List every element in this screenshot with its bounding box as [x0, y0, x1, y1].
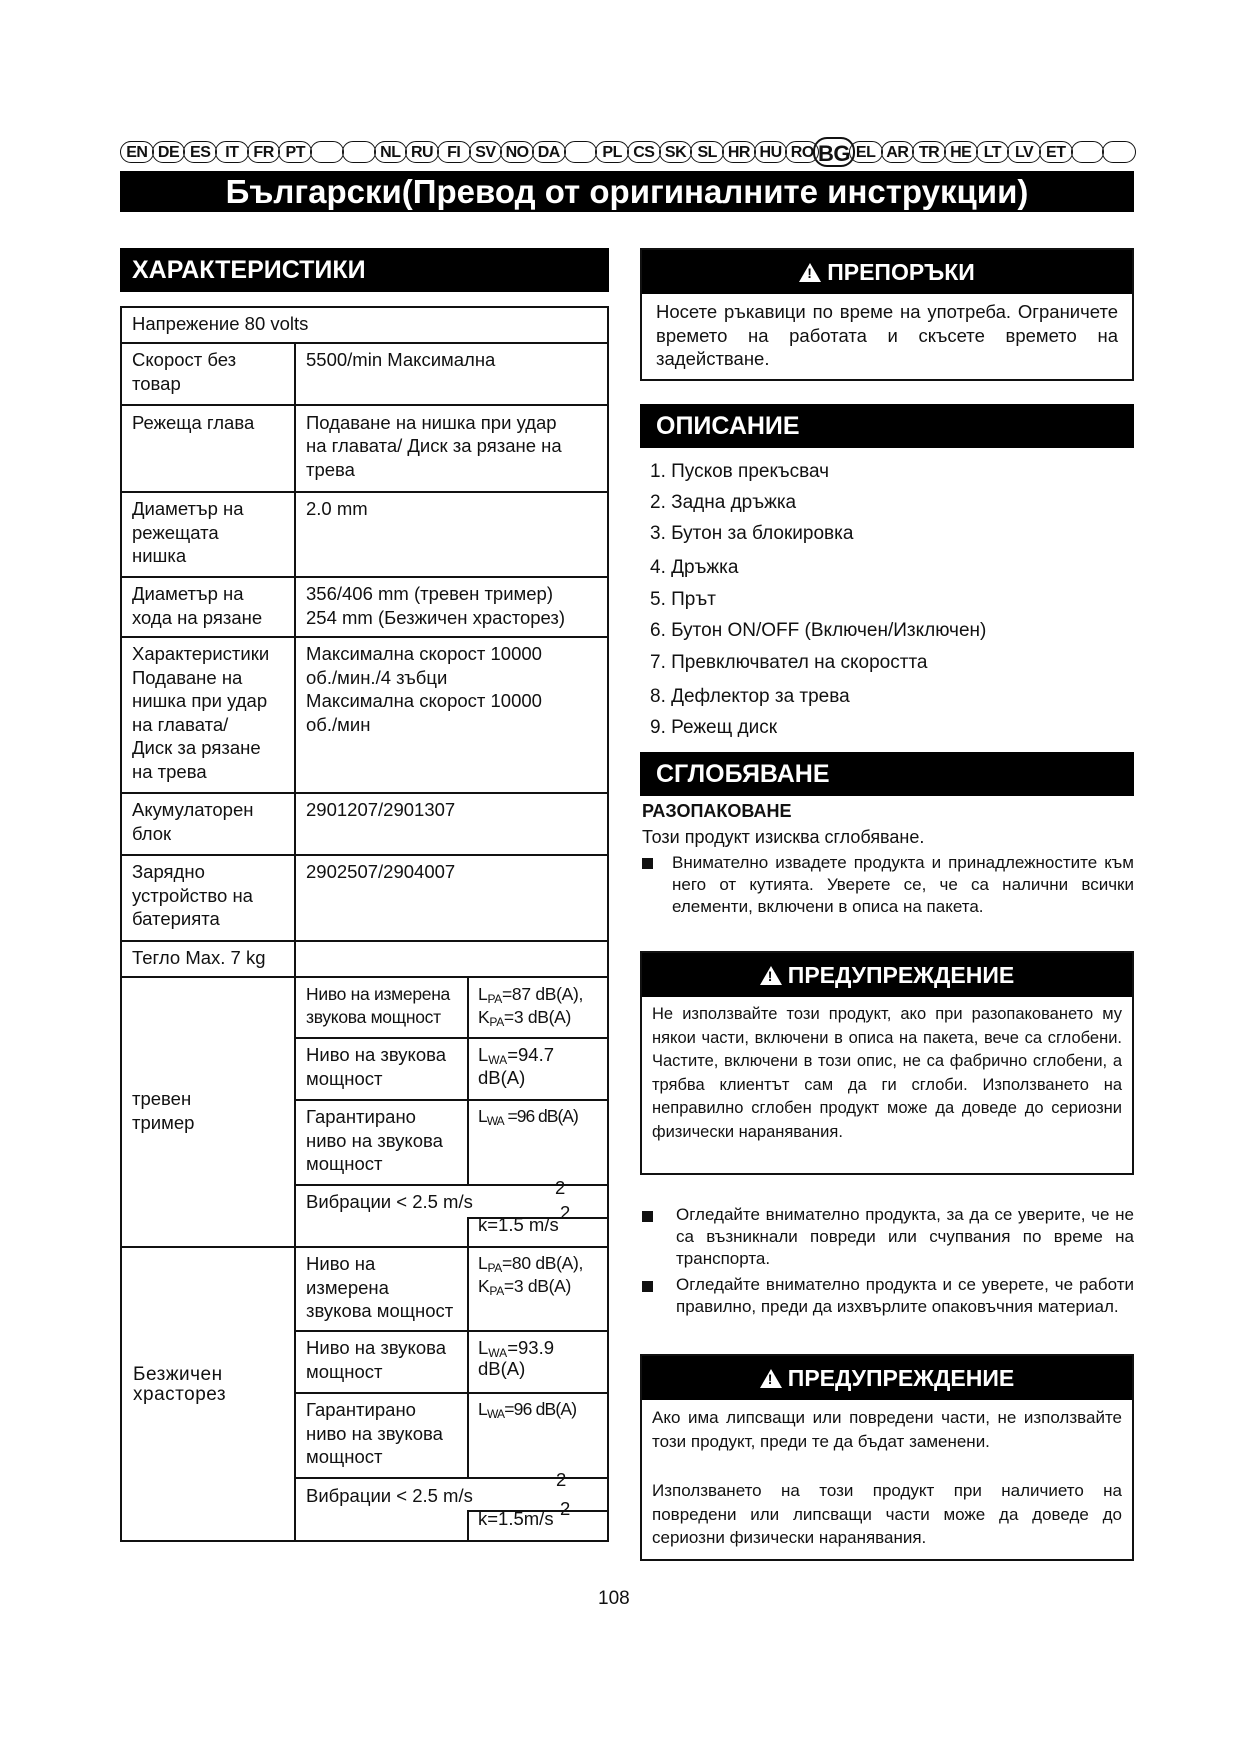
bullet-icon [642, 1281, 653, 1292]
language-fr[interactable]: FR [247, 141, 281, 163]
bullet-icon [642, 858, 653, 869]
language-et[interactable]: ET [1039, 141, 1073, 163]
spec-voltage: Напрежение 80 volts [132, 313, 309, 334]
language-no[interactable]: NO [500, 141, 534, 163]
page-title: Български(Превод от оригиналните инструкции) [120, 171, 1134, 212]
spec-cutting-head-value-1: Подаване на нишка при удар [306, 412, 557, 433]
language-nl[interactable]: NL [374, 141, 408, 163]
brushcutter-vibration-k: k=1.5m/s [478, 1508, 554, 1529]
warning-text-2a: Ако има липсващи или повредени части, не използвайте този продукт, преди те да бъдат заменени. [652, 1408, 1122, 1451]
list-item: 6. Бутон ON/OFF (Включен/Изключен) [650, 620, 987, 641]
spec-features-label: Характеристики Подаване на нишка при удар на главата/ Диск за рязане на трева [132, 643, 270, 782]
warning-text-2b: Използването на този продукт при наличието на повредени или липсващи части може да доведе до сериозни физически наранявания. [652, 1481, 1122, 1547]
warning-heading-2: !ПРЕДУПРЕЖДЕНИЕ [642, 1356, 1132, 1400]
trimmer-vibration-k-sup: 2 [560, 1202, 571, 1223]
brushcutter-lpa: $L_{PA}=80$ dB(A), [478, 1253, 584, 1275]
language-sk[interactable]: SK [659, 141, 693, 163]
language-bg[interactable]: BG [813, 137, 855, 167]
language-blank[interactable] [1071, 141, 1105, 163]
brushcutter-guaranteed-label: Гарантирано ниво на звукова мощност [306, 1399, 443, 1467]
brushcutter-power-label: Ниво на звукова мощност [306, 1337, 447, 1382]
list-item: 4. Дръжка [650, 557, 739, 578]
spec-charger-value: 2902507/2904007 [306, 861, 456, 882]
language-cs[interactable]: CS [627, 141, 661, 163]
language-bar [120, 139, 1134, 167]
language-hr[interactable]: HR [722, 141, 756, 163]
assembly-bullet-2: Огледайте внимателно продукта, за да се уверите, че не са възникнали повреди или счупвания по време на транспорта. [676, 1205, 1134, 1268]
language-blank[interactable] [342, 141, 376, 163]
language-sl[interactable]: SL [690, 141, 724, 163]
list-item: 9. Режещ диск [650, 717, 778, 738]
language-ar[interactable]: AR [881, 141, 915, 163]
unpacking-title: РАЗОПАКОВАНЕ [642, 801, 792, 821]
spec-cutting-width-value: 356/406 mm (тревен тример) 254 mm (Безжичен храсторез) [306, 583, 566, 628]
language-da[interactable]: DA [532, 141, 566, 163]
list-item: 3. Бутон за блокировка [650, 523, 854, 544]
language-he[interactable]: HE [944, 141, 978, 163]
brushcutter-kpa: $K_{PA}=3$ dB(A) [478, 1276, 572, 1298]
spec-features-value: Максимална скорост 10000 об./мин./4 зъбци Максимална скорост 10000 об./мин [306, 643, 542, 735]
specs-heading: ХАРАКТЕРИСТИКИ [120, 248, 609, 292]
bullet-icon [642, 1211, 653, 1222]
brushcutter-lwa-guaranteed: $L_{WA}=96$ dB(A) [478, 1399, 577, 1421]
spec-weight: Тегло Max. 7 kg [132, 947, 266, 968]
trimmer-power-label: Ниво на звукова мощност [306, 1044, 447, 1089]
language-en[interactable]: EN [120, 141, 154, 163]
spec-no-load-speed-value: 5500/min Максимална [306, 349, 496, 370]
spec-cutting-head-label: Режеща глава [132, 412, 255, 433]
warning-icon [760, 966, 782, 985]
list-item: 7. Превключвател на скоростта [650, 652, 928, 673]
trimmer-vibration-sup: 2 [555, 1177, 566, 1198]
recommendations-text: Носете ръкавици по време на употреба. Ограничете времето на работата и скъсете времето на задействане. [656, 301, 1118, 369]
list-item: 1. Пусков прекъсвач [650, 461, 830, 482]
warning-icon [799, 263, 821, 282]
warning-heading-1: !ПРЕДУПРЕЖДЕНИЕ [642, 953, 1132, 997]
spec-line-diameter-value: 2.0 mm [306, 498, 368, 519]
trimmer-lwa: $L_{WA}=94.7$ [478, 1044, 554, 1067]
description-heading: ОПИСАНИЕ [640, 404, 1134, 448]
assembly-bullet-3: Огледайте внимателно продукта и се уверете, че работи правилно, преди да изхвърлите опаковъчния материал. [676, 1275, 1134, 1316]
assembly-intro: Този продукт изисква сглобяване. [642, 827, 925, 847]
spec-cutting-head-value-2: на главата/ Диск за рязане на трева [306, 435, 562, 480]
language-pl[interactable]: PL [595, 141, 629, 163]
warning-icon [760, 1369, 782, 1388]
spec-battery-value: 2901207/2901307 [306, 799, 456, 820]
brushcutter-vibration: Вибрации < 2.5 m/s [306, 1485, 473, 1506]
list-item: 8. Дефлектор за трева [650, 686, 850, 707]
trimmer-vibration: Вибрации < 2.5 m/s [306, 1191, 473, 1212]
trimmer-lpa: $L_{PA}=87$ dB(A), [478, 984, 584, 1006]
brushcutter-vibration-k-sup: 2 [560, 1498, 571, 1519]
language-blank[interactable] [310, 141, 344, 163]
trimmer-lwa-guaranteed: $L_{WA} =96$ dB(A) [478, 1106, 578, 1128]
trimmer-guaranteed-label: Гарантирано ниво на звукова мощност [306, 1106, 443, 1174]
list-item: 5. Прът [650, 589, 716, 610]
language-hu[interactable]: HU [754, 141, 788, 163]
trimmer-measured-label: Ниво на измерена звукова мощност [306, 984, 450, 1027]
spec-cutting-width-label: Диаметър на хода на рязане [132, 583, 263, 628]
spec-line-diameter-label: Диаметър на режещата нишка [132, 498, 244, 566]
spec-battery-label: Акумулаторен блок [132, 799, 254, 844]
trimmer-label: тревен тример [132, 1088, 195, 1133]
language-lv[interactable]: LV [1007, 141, 1041, 163]
language-el[interactable]: EL [849, 141, 883, 163]
language-ru[interactable]: RU [405, 141, 439, 163]
assembly-heading: СГЛОБЯВАНЕ [640, 752, 1134, 796]
language-blank[interactable] [1102, 141, 1136, 163]
warning-text-1: Не използвайте този продукт, ако при разопаковането му някои части, включени в описа на пакета, вече са сглобени. Частите, включени в този опис, не са фабрично сглобени, а трябва клиентът сам да ги сглоби. Използването на неправилно сглобен продукт може да доведе до сериозни физически наранявания. [652, 1005, 1122, 1141]
brushcutter-label: Безжичен храсторез [133, 1364, 227, 1405]
trimmer-vibration-k: k=1.5 m/s [478, 1214, 559, 1235]
language-ro[interactable]: RO [785, 141, 819, 163]
brushcutter-lwa-unit: dB(A) [478, 1358, 526, 1379]
language-de[interactable]: DE [152, 141, 186, 163]
spec-charger-label: Зарядно устройство на батерията [132, 861, 253, 929]
recommendations-heading: !ПРЕПОРЪКИ [642, 250, 1132, 294]
trimmer-kpa: $K_{PA}=3$ dB(A) [478, 1007, 572, 1029]
language-it[interactable]: IT [215, 141, 249, 163]
language-blank[interactable] [564, 141, 598, 163]
trimmer-lwa-unit: dB(A) [478, 1067, 526, 1088]
language-lt[interactable]: LT [976, 141, 1010, 163]
page-number: 108 [598, 1588, 630, 1609]
brushcutter-vibration-sup: 2 [556, 1469, 567, 1490]
brushcutter-measured-label: Ниво на измерена звукова мощност [306, 1253, 454, 1321]
language-tr[interactable]: TR [912, 141, 946, 163]
spec-no-load-speed-label: Скорост без товар [132, 349, 237, 394]
language-sv[interactable]: SV [469, 141, 503, 163]
language-pt[interactable]: PT [278, 141, 312, 163]
assembly-bullet-1: Внимателно извадете продукта и принадлежностите към него от кутията. Уверете се, че са налични всички елементи, включени в описа на пакета. [672, 853, 1134, 916]
list-item: 2. Задна дръжка [650, 492, 797, 513]
language-es[interactable]: ES [183, 141, 217, 163]
language-fi[interactable]: FI [437, 141, 471, 163]
brushcutter-lwa: $L_{WA}=93.9$ [478, 1337, 554, 1360]
